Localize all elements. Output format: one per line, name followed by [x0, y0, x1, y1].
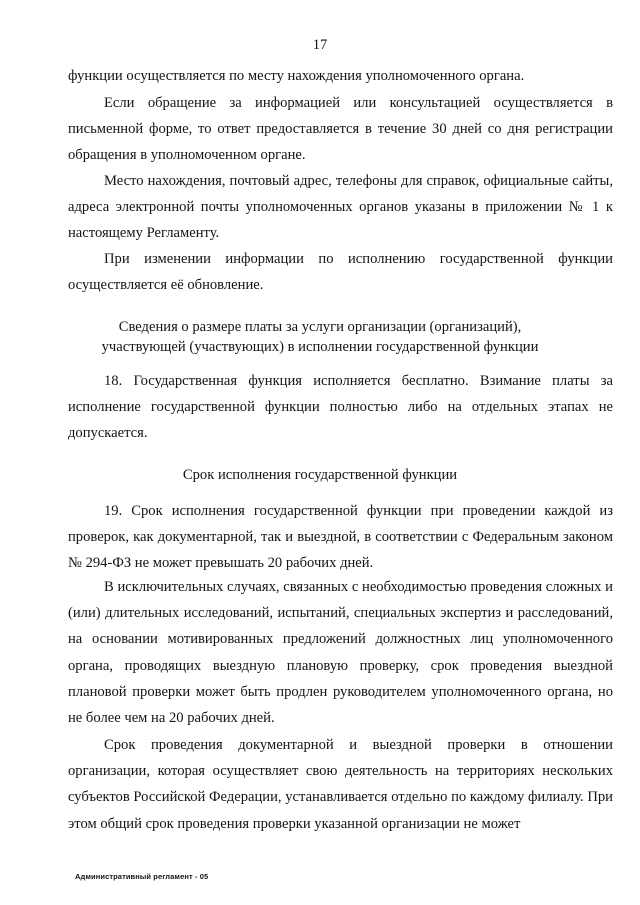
footer-document-id: Административный регламент - 05 — [75, 872, 209, 881]
paragraph-18-free-of-charge: 18. Государственная функция исполняется бесплатно. Взимание платы за исполнение государственной функции полностью либо на отдельных этапах не допускается. — [68, 373, 613, 442]
section-heading-term: Срок исполнения государственной функции — [182, 467, 458, 483]
paragraph-multiple-regions: Срок проведения документарной и выездной проверки в отношении организации, которая осуществляет свою деятельность на территориях нескольких субъектов Российской Федерации, устанавливается отдельно по каждому филиалу. При этом общий срок проведения проверки указанной организации не может — [68, 737, 613, 832]
paragraph-continuation: функции осуществляется по месту нахождения уполномоченного органа. — [68, 68, 525, 84]
section-heading-fees: Сведения о размере платы за услуги организации (организаций), участвующей (участвующих) в исполнении государственной функции — [101, 319, 539, 355]
paragraph-exceptional-cases: В исключительных случаях, связанных с необходимостью проведения сложных и (или) длительных исследований, испытаний, специальных экспертиз и расследований, на основании мотивированных предложений должностных лиц уполномоченного органа, проводящих выездную плановую проверку, срок проведения выездной плановой проверки может быть продлен руководителем уполномоченного органа, но не более чем на 20 рабочих дней. — [68, 579, 613, 727]
paragraph-19-term: 19. Срок исполнения государственной функции при проведении каждой из проверок, как документарной, так и выездной, в соответствии с Федеральным законом № 294-ФЗ не может превышать 20 рабочих дней. — [68, 503, 613, 572]
paragraph-info-update: При изменении информации по исполнению государственной функции осуществляется её обновление. — [68, 251, 613, 294]
page-number: 17 — [312, 37, 328, 53]
paragraph-contact-info: Место нахождения, почтовый адрес, телефоны для справок, официальные сайты, адреса электронной почты уполномоченных органов указаны в приложении № 1 к настоящему Регламенту. — [68, 173, 613, 242]
paragraph-written-request: Если обращение за информацией или консультацией осуществляется в письменной форме, то ответ предоставляется в течение 30 дней со дня регистрации обращения в уполномоченном органе. — [68, 95, 613, 164]
